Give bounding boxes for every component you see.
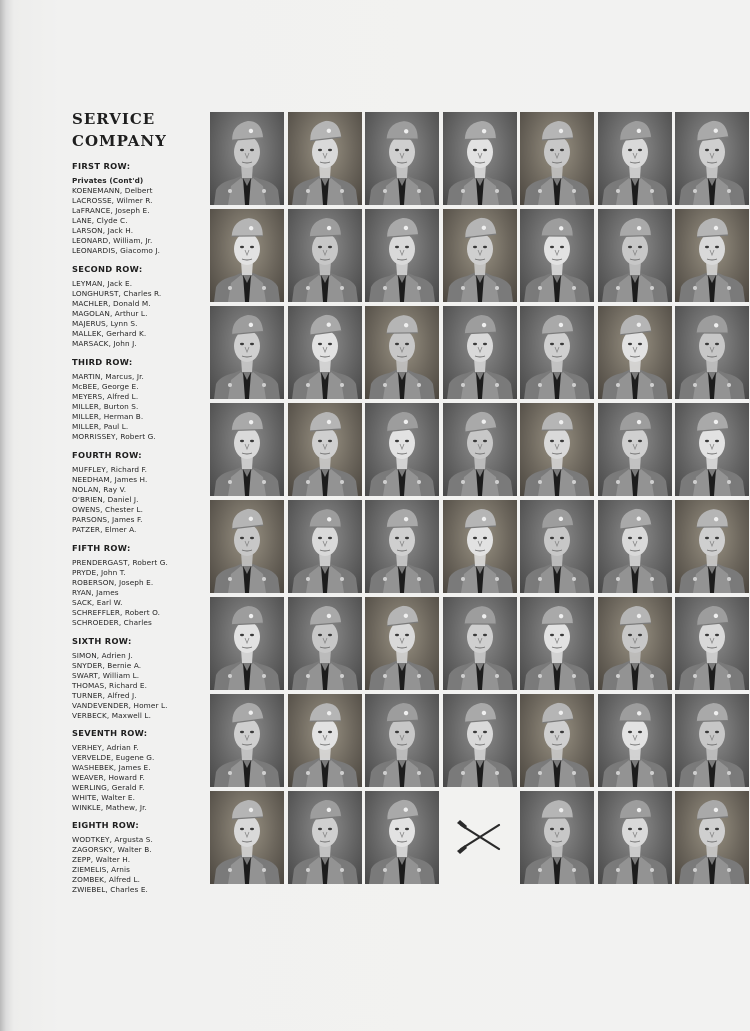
crossed-rifles-icon [443,791,517,884]
roster-name: LEONARDIS, Giacomo J. [72,246,161,255]
roster-row-6 [72,636,204,721]
portrait-photo [675,209,749,302]
row-heading: FIRST ROW: [72,161,131,171]
portrait-photo [365,791,439,884]
row-subheading: Privates (Cont'd) [72,176,144,185]
roster-name: WERLING, Gerald F. [72,783,145,792]
portrait-photo [675,694,749,787]
portrait-photo [288,209,362,302]
roster-name: PRENDERGAST, Robert G. [72,558,168,567]
roster-name: OWENS, Chester L. [72,505,144,514]
portrait-photo [598,500,672,593]
portrait-photo [210,209,284,302]
roster-name: VANDEVENDER, Homer L. [72,701,168,710]
portrait-photo [675,500,749,593]
roster-name: LEONARD, William, Jr. [72,236,153,245]
portrait-photo [675,306,749,399]
portrait-photo [675,403,749,496]
roster-name: ROBERSON, Joseph E. [72,578,154,587]
roster-name: McBEE, George E. [72,382,139,391]
portrait-photo [210,306,284,399]
portrait-photo [598,403,672,496]
roster-name: MEYERS, Alfred L. [72,392,139,401]
portrait-photo [520,403,594,496]
portrait-photo [210,403,284,496]
portrait-photo [443,694,517,787]
portrait-photo [520,694,594,787]
roster-name: THOMAS, Richard E. [72,681,148,690]
roster-name: VERVELDE, Eugene G. [72,753,155,762]
portrait-grid [210,112,749,884]
roster-name: MILLER, Herman B. [72,412,144,421]
roster-name: LaFRANCE, Joseph E. [72,206,150,215]
roster-name: MAJERUS, Lynn S. [72,319,138,328]
roster-name: VERHEY, Adrian F. [72,743,139,752]
row-heading: SECOND ROW: [72,264,143,274]
portrait-photo [210,791,284,884]
portrait-photo [598,306,672,399]
roster-name: SCHREFFLER, Robert O. [72,608,161,617]
roster-name: WINKLE, Mathew, Jr. [72,803,147,812]
roster-name: ZAGORSKY, Walter B. [72,845,152,854]
roster-name: MILLER, Paul L. [72,422,129,431]
roster-name: MARTIN, Marcus, Jr. [72,372,144,381]
row-heading: FIFTH ROW: [72,543,131,553]
portrait-photo [598,209,672,302]
portrait-photo [365,209,439,302]
portrait-photo [365,306,439,399]
roster-row-1 [72,161,204,256]
roster-name: VERBECK, Maxwell L. [72,711,152,720]
roster-name: MORRISSEY, Robert G. [72,432,156,441]
portrait-photo [288,694,362,787]
roster-name: MILLER, Burton S. [72,402,139,411]
roster-name: KOENEMANN, Delbert [72,186,153,195]
roster-name: SWART, William L. [72,671,140,680]
roster-name: WHITE, Walter E. [72,793,136,802]
portrait-photo [520,112,594,205]
roster-name: WODTKEY, Argusta S. [72,835,153,844]
roster-name: ZEPP, Walter H. [72,855,131,864]
roster-name: LONGHURST, Charles R. [72,289,162,298]
roster-name: LARSON, Jack H. [72,226,134,235]
roster-name: PRYDE, John T. [72,568,126,577]
portrait-photo [288,306,362,399]
portrait-photo [443,209,517,302]
roster-name: LANE, Clyde C. [72,216,128,225]
roster-row-2 [72,264,204,349]
roster-row-4 [72,450,204,535]
portrait-photo [288,403,362,496]
roster-name: NEEDHAM, James H. [72,475,148,484]
row-heading: FOURTH ROW: [72,450,142,460]
roster-name: RYAN, James [72,588,119,597]
roster-name: MARSACK, John J. [72,339,137,348]
roster-name: ZOMBEK, Alfred L. [72,875,141,884]
title-line-2: COMPANY [72,132,167,150]
roster-name: ZIEMELIS, Arnis [72,865,130,874]
portrait-photo [520,791,594,884]
roster-name: PATZER, Elmer A. [72,525,137,534]
portrait-photo [598,112,672,205]
roster-name: MUFFLEY, Richard F. [72,465,148,474]
roster-name: ZWIEBEL, Charles E. [72,885,148,894]
portrait-photo [443,112,517,205]
portrait-photo [365,500,439,593]
portrait-photo [288,791,362,884]
roster-name: NOLAN, Ray V. [72,485,127,494]
portrait-photo [520,209,594,302]
roster-name: MACHLER, Donald M. [72,299,151,308]
portrait-photo [210,112,284,205]
roster-name: LACROSSE, Wilmer R. [72,196,153,205]
roster-name: WEAVER, Howard F. [72,773,145,782]
roster-row-5 [72,543,204,628]
roster-name: PARSONS, James F. [72,515,143,524]
roster-name: LEYMAN, Jack E. [72,279,133,288]
roster-name: SCHROEDER, Charles [72,618,152,627]
company-title [72,108,202,152]
roster-name: O'BRIEN, Daniel J. [72,495,139,504]
portrait-photo [520,597,594,690]
portrait-photo [675,791,749,884]
portrait-photo [443,597,517,690]
roster-name: SACK, Earl W. [72,598,123,607]
portrait-photo [365,403,439,496]
portrait-photo [365,112,439,205]
row-heading: THIRD ROW: [72,357,133,367]
portrait-photo [675,597,749,690]
roster-name: SIMON, Adrien J. [72,651,133,660]
portrait-photo [288,112,362,205]
roster-row-3 [72,357,204,442]
portrait-photo [598,694,672,787]
portrait-photo [520,306,594,399]
roster-name: SNYDER, Bernie A. [72,661,142,670]
title-line-1: SERVICE [72,110,156,128]
row-heading: EIGHTH ROW: [72,820,139,830]
portrait-photo [598,597,672,690]
roster-name: WASHEBEK, James E. [72,763,151,772]
roster-row-7 [72,728,204,813]
portrait-photo [210,597,284,690]
portrait-photo [443,403,517,496]
portrait-photo [598,791,672,884]
roster-name: MALLEK, Gerhard K. [72,329,147,338]
portrait-photo [520,500,594,593]
portrait-photo [365,694,439,787]
portrait-photo [675,112,749,205]
portrait-photo [288,597,362,690]
roster-name: MAGOLAN, Arthur L. [72,309,148,318]
roster-row-8 [72,820,204,895]
portrait-photo [288,500,362,593]
portrait-photo [210,694,284,787]
row-heading: SIXTH ROW: [72,636,132,646]
portrait-photo [443,500,517,593]
roster-name: TURNER, Alfred J. [72,691,137,700]
portrait-photo [210,500,284,593]
portrait-photo [443,306,517,399]
portrait-photo [365,597,439,690]
row-heading: SEVENTH ROW: [72,728,148,738]
